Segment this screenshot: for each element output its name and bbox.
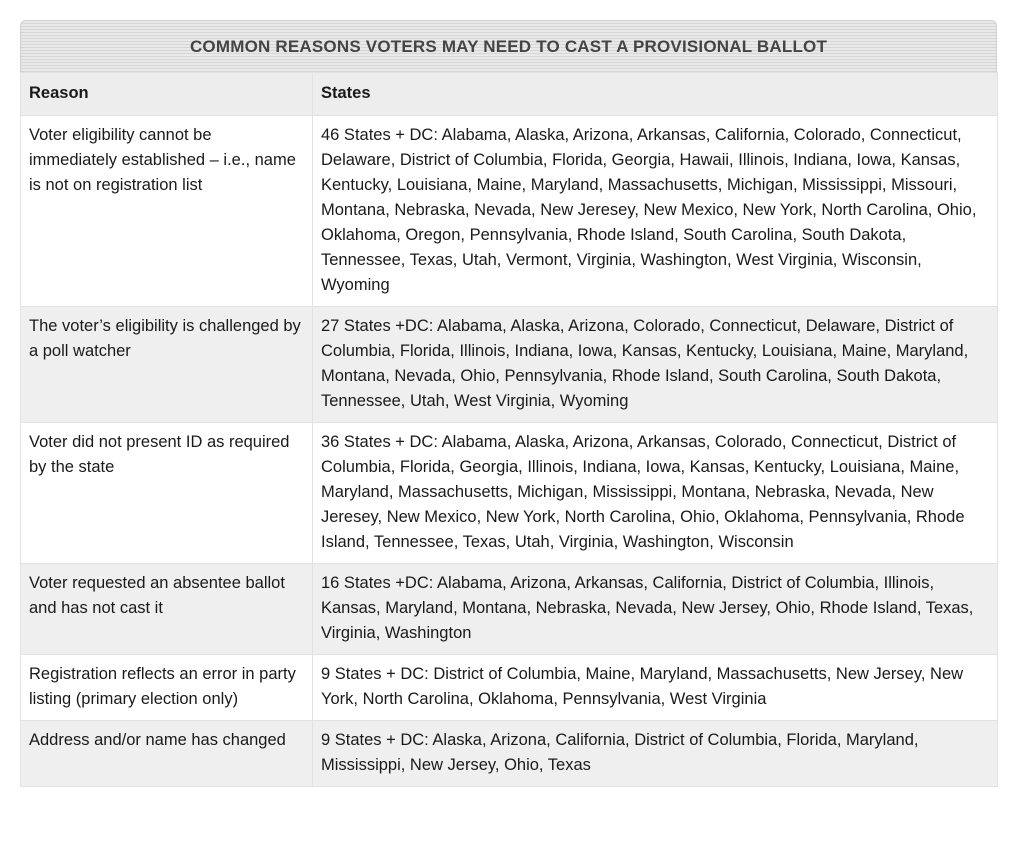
- states-cell: 9 States + DC: District of Columbia, Maine, Maryland, Massachusetts, New Jersey, New York, North Carolina, Oklahoma, Pennsylvania, West Virginia: [313, 655, 998, 721]
- table-row: [21, 423, 998, 564]
- states-cell: 16 States +DC: Alabama, Arizona, Arkansas, California, District of Columbia, Illinois, Kansas, Maryland, Montana, Nebraska, Nevada, New Jersey, Ohio, Rhode Island, Texas, Virginia, Washington: [313, 564, 998, 655]
- states-cell: 46 States + DC: Alabama, Alaska, Arizona, Arkansas, California, Colorado, Connecticut, Delaware, District of Columbia, Florida, Georgia, Hawaii, Illinois, Indiana, Iowa, Kansas, Kentucky, Louisiana, Maine, Maryland, Massachusetts, Michigan, Mississippi, Missouri, Montana, Nebraska, Nevada, New Jeresey, New Mexico, New York, North Carolina, Ohio, Oklahoma, Oregon, Pennsylvania, Rhode Island, South Carolina, South Dakota, Tennessee, Texas, Utah, Vermont, Virginia, Washington, West Virginia, Wisconsin, Wyoming: [313, 116, 998, 307]
- table-row: [21, 307, 998, 423]
- table-header-row: [21, 73, 998, 116]
- table-row: [21, 564, 998, 655]
- reason-cell: Address and/or name has changed: [21, 721, 313, 787]
- table-title: COMMON REASONS VOTERS MAY NEED TO CAST A PROVISIONAL BALLOT: [189, 36, 828, 56]
- reason-cell: Voter requested an absentee ballot and has not cast it: [21, 564, 313, 655]
- column-header-reason: Reason: [21, 73, 313, 116]
- table-title-bar: [20, 20, 997, 72]
- reason-cell: Voter did not present ID as required by the state: [21, 423, 313, 564]
- reason-cell: The voter’s eligibility is challenged by a poll watcher: [21, 307, 313, 423]
- table-row: [21, 721, 998, 787]
- states-cell: 9 States + DC: Alaska, Arizona, California, District of Columbia, Florida, Maryland, Mississippi, New Jersey, Ohio, Texas: [313, 721, 998, 787]
- reasons-table: [20, 72, 998, 787]
- states-cell: 27 States +DC: Alabama, Alaska, Arizona, Colorado, Connecticut, Delaware, District of Columbia, Florida, Illinois, Indiana, Iowa, Kansas, Kentucky, Louisiana, Maine, Maryland, Montana, Nevada, Ohio, Pennsylvania, Rhode Island, South Carolina, South Dakota, Tennessee, Utah, West Virginia, Wyoming: [313, 307, 998, 423]
- column-header-states: States: [313, 73, 998, 116]
- table-row: [21, 655, 998, 721]
- table-row: [21, 116, 998, 307]
- reason-cell: Registration reflects an error in party listing (primary election only): [21, 655, 313, 721]
- reason-cell: Voter eligibility cannot be immediately established – i.e., name is not on registration list: [21, 116, 313, 307]
- states-cell: 36 States + DC: Alabama, Alaska, Arizona, Arkansas, Colorado, Connecticut, District of Columbia, Florida, Georgia, Illinois, Indiana, Iowa, Kansas, Kentucky, Louisiana, Maine, Maryland, Massachusetts, Michigan, Mississippi, Montana, Nebraska, Nevada, New Jeresey, New Mexico, New York, North Carolina, Ohio, Oklahoma, Pennsylvania, Rhode Island, Tennessee, Texas, Utah, Virginia, Washington, Wisconsin: [313, 423, 998, 564]
- provisional-ballot-table-container: [20, 20, 997, 787]
